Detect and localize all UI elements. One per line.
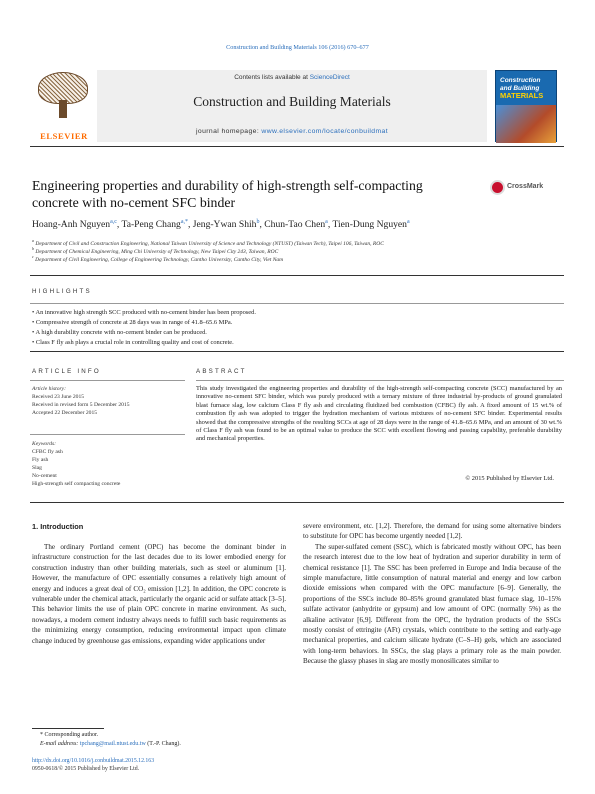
highlight-text: Compressive strength of concrete at 28 days was in range of 41.8–65.6 MPa. bbox=[35, 319, 233, 326]
article-info-heading: ARTICLE INFO bbox=[32, 368, 101, 375]
article-title: Engineering properties and durability of high-strength self-compacting concrete with no-cement SFC binder bbox=[32, 178, 423, 210]
abstract-heading: ABSTRACT bbox=[196, 368, 247, 375]
author-name[interactable]: Hoang-Anh Nguyen bbox=[32, 219, 111, 231]
keyword: Fly ash bbox=[32, 457, 49, 463]
keyword: CFBC fly ash bbox=[32, 449, 63, 455]
body-column-right bbox=[303, 521, 561, 667]
article-info-rule bbox=[30, 434, 185, 435]
history-entry: Received 23 June 2015 bbox=[32, 394, 85, 400]
highlights-heading: HIGHLIGHTS bbox=[32, 288, 92, 295]
affiliation bbox=[32, 254, 283, 263]
email-footnote bbox=[40, 741, 181, 747]
author-affiliation-marker[interactable]: b bbox=[256, 219, 260, 225]
keyword: High-strength self compacting concrete bbox=[32, 481, 121, 487]
author-affiliation-marker[interactable]: a bbox=[406, 219, 410, 225]
author-name[interactable]: Ta-Peng Chang bbox=[121, 219, 181, 231]
author-affiliation-marker[interactable]: a bbox=[325, 219, 328, 225]
highlight-text: A high durability concrete with no-cement binder can be produced. bbox=[35, 329, 207, 336]
history-entry: Received in revised form 5 December 2015 bbox=[32, 402, 130, 408]
affiliation-text: Department of Chemical Engineering, Ming Chi University of Technology, New Taipei City 243, Taiwan, ROC bbox=[35, 248, 279, 255]
header-divider bbox=[30, 146, 564, 147]
cover-line-1: Construction bbox=[500, 77, 541, 84]
email-suffix: (T.-P. Chang). bbox=[145, 741, 181, 747]
author-name[interactable]: Chun-Tao Chen bbox=[264, 219, 326, 231]
corresponding-author-note: * Corresponding author. bbox=[40, 732, 99, 738]
author-name[interactable]: Jeng-Ywan Shih bbox=[192, 219, 257, 231]
homepage-link[interactable]: www.elsevier.com/locate/conbuildmat bbox=[261, 128, 388, 135]
publisher-name: ELSEVIER bbox=[40, 131, 88, 141]
affiliation-text: Department of Civil Engineering, College of Engineering Technology, Cantho University, Cantho City, Viet Nam bbox=[35, 256, 284, 263]
homepage-prefix: journal homepage: bbox=[196, 128, 262, 135]
keyword: No-cement bbox=[32, 473, 57, 479]
body-column-left bbox=[32, 542, 286, 646]
highlights-rule bbox=[30, 303, 564, 304]
section-heading-introduction: 1. Introduction bbox=[32, 522, 84, 531]
author-affiliation-marker[interactable]: a,* bbox=[180, 219, 188, 225]
author-name[interactable]: Tien-Dung Nguyen bbox=[332, 219, 407, 231]
cover-title bbox=[500, 77, 540, 92]
history-entry: Accepted 22 December 2015 bbox=[32, 410, 98, 416]
affiliation-text: Department of Civil and Construction Engineering, National Taiwan University of Science and Technology (NTUST) (Taiwan Tech), Taipei 106, Taiwan, ROC bbox=[35, 240, 384, 247]
issn-line: 0950-0618/© 2015 Published by Elsevier Ltd. bbox=[32, 766, 140, 772]
contents-prefix: Contents lists available at bbox=[234, 74, 310, 81]
body-paragraph: The ordinary Portland cement (OPC) has become the dominant binder in infrastructure construction for the last decades due to its lower embodied energy for construction industry than other building materials, such as steel or aluminum [1]. However, the manufacture of OPC essentially consumes a relatively high amount of energy and induces a great deal of CO₂ emission [1,2]. In addition, the OPC concrete is vulnerable under the chemical attack, particularly the organic acid or sulfate attack [3–5]. This behavior limits the use of plain OPC concrete in marine environment. As such, nowadays, a modern cement industry always needs to fulfill such basic requirements as the minimizing energy consumption, reducing environmental impact upon climate change induced by greenhouse gas emissions, expanding wider applications under bbox=[32, 543, 286, 645]
article-info-rule bbox=[30, 380, 185, 381]
footnote-rule bbox=[32, 728, 104, 729]
section-divider bbox=[30, 502, 564, 503]
section-divider bbox=[30, 275, 564, 276]
keyword: Slag bbox=[32, 465, 42, 471]
highlight-item: • Compressive strength of concrete at 28 days was in range of 41.8–65.6 MPa. bbox=[32, 319, 233, 326]
section-divider bbox=[30, 351, 564, 352]
sciencedirect-link[interactable]: ScienceDirect bbox=[309, 74, 350, 81]
highlight-item: • Class F fly ash plays a crucial role in controlling quality and cost of concrete. bbox=[32, 339, 234, 346]
author-list: Hoang-Anh Nguyen$^{a,c}$, Ta-Peng Chang$^{a,*}$, Jeng-Ywan Shih$^b$, Chun-Tao Chen$^a$, Tien-Dung Nguyen$^a$ bbox=[32, 219, 410, 231]
journal-cover-image bbox=[495, 70, 557, 142]
highlight-item: • A high durability concrete with no-cement binder can be produced. bbox=[32, 329, 207, 336]
highlight-item: • An innovative high strength SCC produced with no-cement binder has been proposed. bbox=[32, 309, 256, 316]
journal-homepage bbox=[97, 128, 487, 135]
copyright-notice: © 2015 Published by Elsevier Ltd. bbox=[465, 475, 554, 482]
email-link[interactable]: tpchang@mail.ntust.edu.tw bbox=[79, 741, 146, 747]
crossmark-label: CrossMark bbox=[507, 183, 544, 190]
elsevier-tree-logo bbox=[32, 70, 94, 132]
doi-link[interactable]: http://dx.doi.org/10.1016/j.conbuildmat.2015.12.163 bbox=[32, 758, 155, 764]
journal-title: Construction and Building Materials bbox=[193, 94, 391, 109]
email-label: E-mail address: bbox=[40, 741, 80, 747]
cover-line-3: MATERIALS bbox=[500, 91, 544, 100]
highlight-text: Class F fly ash plays a crucial role in controlling quality and cost of concrete. bbox=[35, 339, 234, 346]
keywords-label: Keywords: bbox=[32, 441, 57, 447]
affiliation-marker: c bbox=[32, 254, 34, 259]
crossmark-badge[interactable] bbox=[490, 180, 560, 196]
abstract-rule bbox=[196, 380, 564, 381]
highlight-text: An innovative high strength SCC produced with no-cement binder has been proposed. bbox=[35, 309, 256, 316]
abstract-text: This study investigated the engineering properties and durability of the high-strength self-compacting concrete (SCC) manufactured by an innovative no-cement SFC binder, which was purely produced with a ternary mixture of three industrial by-products of ground granulated blast furnace slag, low calcium Class F fly ash and circulating fluidized bed combustion (CFBC) fly ash. A fixed amount of 15 wt.% of combustion fly ash was adopted to trigger the hydration mechanism of various mixtures of no-cement SFC binder. Experimental results showed that the compressive strengths of the resulting SCCs at age of 28 days were in the range of 41.8–65.6 MPa, and an amount of 30 wt.% of Class F fly ash was found to be an optimal value to produce the SCC with excellent flowing and passing capability, preferable durability and mechanical properties. bbox=[196, 385, 562, 443]
history-label: Article history: bbox=[32, 386, 67, 392]
crossmark-icon bbox=[490, 180, 505, 195]
journal-reference[interactable]: Construction and Building Materials 106 (2016) 670–677 bbox=[226, 44, 369, 51]
cover-line-2: and Building bbox=[500, 84, 540, 92]
author-affiliation-marker[interactable]: a,c bbox=[110, 219, 117, 225]
affiliation-marker: b bbox=[32, 246, 34, 251]
body-paragraph: The super-sulfated cement (SSC), which is fabricated mostly without OPC, has been the research interest due to the low heat of hydration and superior durability in term of chemical resistance [1]. The SSC has been preferred in Europe and India because of the simple manufacture, little consumption of natural material and energy and low carbon dioxide emissions when compared with the OPC manufacture [6–9]. Generally, the proportions of the SSCs include 80–85% ground granulated blast furnace slag, 10–15% sulfate activator (anhydrite or gypsum) and low amount of OPC (normally 5%) as the alkaline activator [6,9]. Different from the OPC, the hydration products of the SSCs mostly consist of ettringite (AFt) crystals, which contribute to the setting and early-age mechanical properties, and calcium silicate hydrate (C–S–H) gels, which are associated with long-term behaviors. In SSCs, the slag plays a primary role as the main powder. Because the glassy phases in slag are mostly monosilicates similar to bbox=[303, 542, 561, 666]
affiliation-marker: a bbox=[32, 238, 34, 243]
contents-line bbox=[97, 74, 487, 81]
body-paragraph: severe environment, etc. [1,2]. Therefore, the demand for using some alternative binders to substitute for OPC has become urgently needed [1,2]. bbox=[303, 522, 561, 541]
